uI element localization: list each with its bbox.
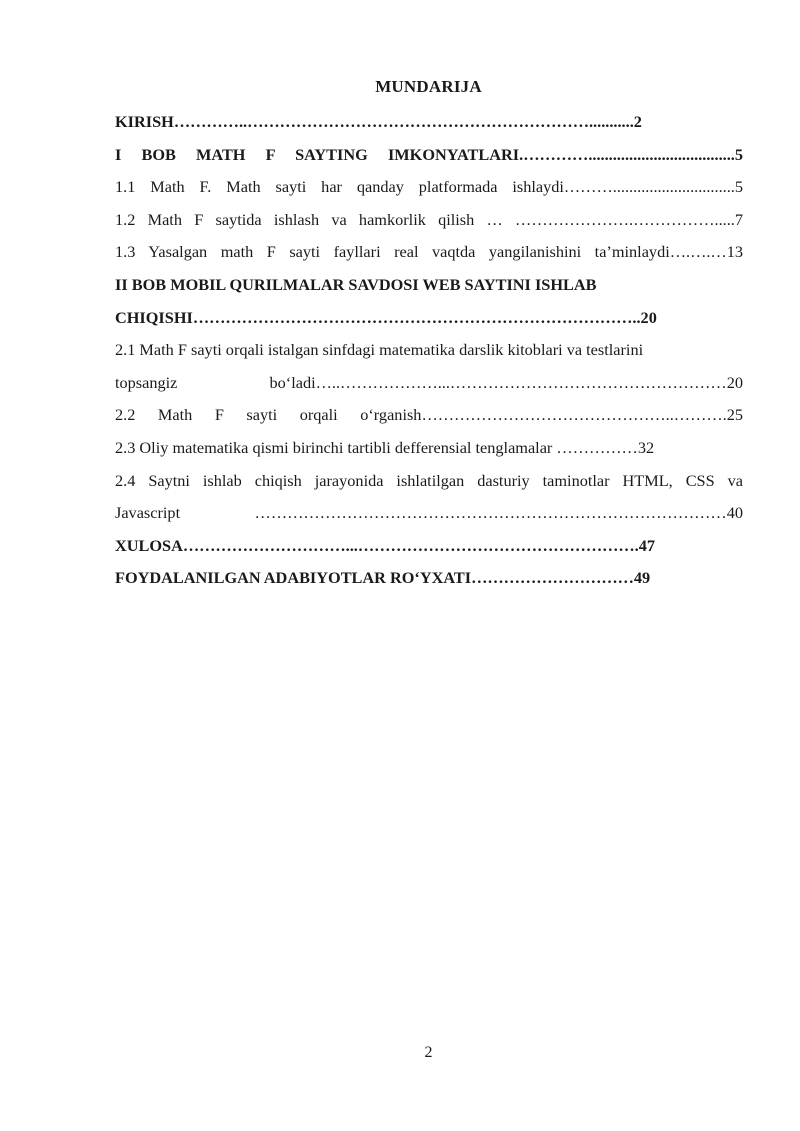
toc-entry-2-2: 2.2 Math F sayti orqali o‘rganish………………………………………..……….25 — [115, 405, 743, 425]
toc-entry-kirish: KIRISH…………..………………………………………………………...........2 — [115, 112, 642, 131]
toc-entry-2-1-line-2: topsangiz bo‘ladi…..………………...……………………………………………20 — [115, 372, 743, 392]
toc-entry-2-1-line-1: 2.1 Math F sayti orqali istalgan sinfdagi matematika darslik kitoblari va testlarini — [115, 340, 644, 360]
toc-entry-2-3: 2.3 Oliy matematika qismi birinchi tartibli defferensial tenglamalar ……………32 — [115, 437, 655, 457]
toc-entry-chapter-2-line-1: II BOB MOBIL QURILMALAR SAVDOSI WEB SAYTINI ISHLAB — [115, 274, 597, 294]
toc-entry-1-1: 1.1 Math F. Math sayti har qanday platformada ishlaydi………..............................5 — [115, 177, 743, 197]
toc-entry-1-2: 1.2 Math F saytida ishlash va hamkorlik qilish … ………………….…………….....7 — [115, 209, 743, 229]
page-title: MUNDARIJA — [375, 77, 482, 96]
toc-entry-2-4-line-1: 2.4 Saytni ishlab chiqish jarayonida ishlatilgan dasturiy taminotlar HTML, CSS va — [115, 470, 743, 490]
toc-entry-xulosa: XULOSA…………………………...…………………………………………….47 — [115, 535, 656, 555]
toc-entry-2-4-line-2: Javascript ……………………………………………………………………………40 — [115, 503, 743, 523]
toc-entry-chapter-1: I BOB MATH F SAYTING IMKONYATLARI.…………....................................5 — [115, 144, 743, 164]
table-of-contents — [115, 106, 743, 595]
toc-entry-bibliography: FOYDALANILGAN ADABIYOTLAR RO‘YXATI…………………………49 — [115, 568, 651, 588]
toc-entry-chapter-2-line-2: CHIQISHI………………………………………………………………………..20 — [115, 307, 657, 327]
toc-entry-1-3: 1.3 Yasalgan math F sayti fayllari real vaqtda yangilanishini ta’minlaydi….….…13 — [115, 242, 743, 262]
page-number: 2 — [424, 1044, 433, 1061]
